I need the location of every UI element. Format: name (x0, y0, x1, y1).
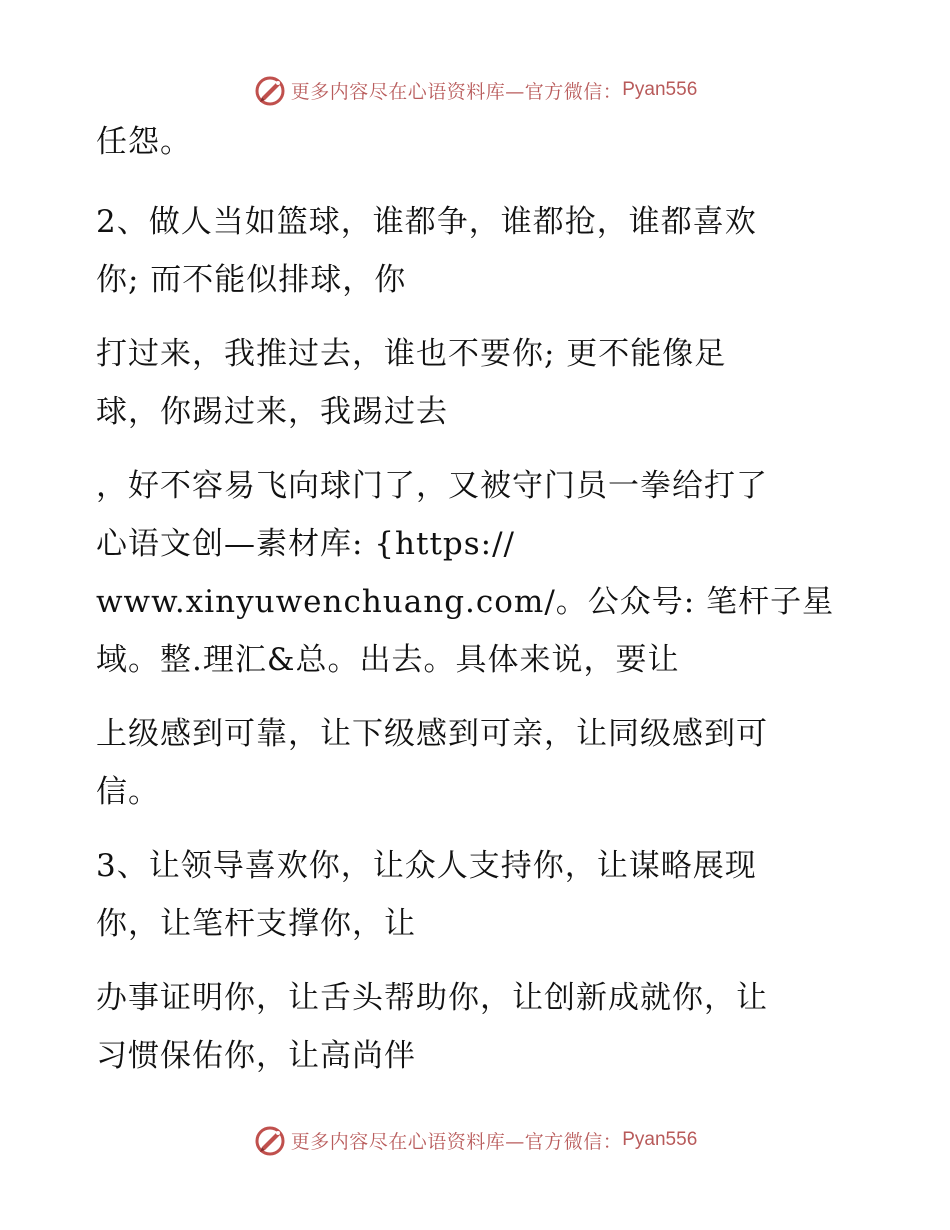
banner-text: 更多内容尽在心语资料库—官方微信： (290, 1130, 623, 1153)
footer-banner (0, 1120, 950, 1160)
text-line: 办事证明你，让舌头帮助你，让创新成就你，让 (96, 980, 768, 1016)
text-line: www.xinyuwenchuang.com/。公众号: 笔杆子星 (96, 584, 835, 620)
text-line: 你，让笔杆支撑你，让 (96, 906, 416, 942)
text-line: 球，你踢过来，我踢过去 (96, 394, 448, 430)
text-line: 上级感到可靠，让下级感到可亲，让同级感到可 (96, 716, 768, 752)
text-line: 任怨。 (96, 124, 192, 160)
banner-text: 更多内容尽在心语资料库—官方微信： (290, 80, 623, 103)
text-line: 打过来，我推过去，谁也不要你; 更不能像足 (96, 336, 727, 372)
text-line: ，好不容易飞向球门了，又被守门员一拳给打了 (96, 468, 768, 504)
text-line: 域。整.理汇&总。出去。具体来说，要让 (96, 642, 680, 678)
banner-wechat-id: Pyan556 (622, 1129, 698, 1150)
pen-logo-icon (253, 1123, 287, 1157)
text-line: 习惯保佑你，让高尚伴 (96, 1038, 416, 1074)
header-banner (0, 70, 950, 110)
text-line: 信。 (96, 774, 160, 810)
text-line: 2、做人当如篮球，谁都争，谁都抢，谁都喜欢 (96, 204, 757, 240)
pen-logo-icon (253, 73, 287, 107)
text-line: 3、让领导喜欢你，让众人支持你，让谋略展现 (96, 848, 757, 884)
banner-wechat-id: Pyan556 (622, 79, 698, 100)
text-line: 心语文创—素材库: {https:// (96, 526, 515, 562)
text-line: 你; 而不能似排球，你 (96, 262, 407, 298)
